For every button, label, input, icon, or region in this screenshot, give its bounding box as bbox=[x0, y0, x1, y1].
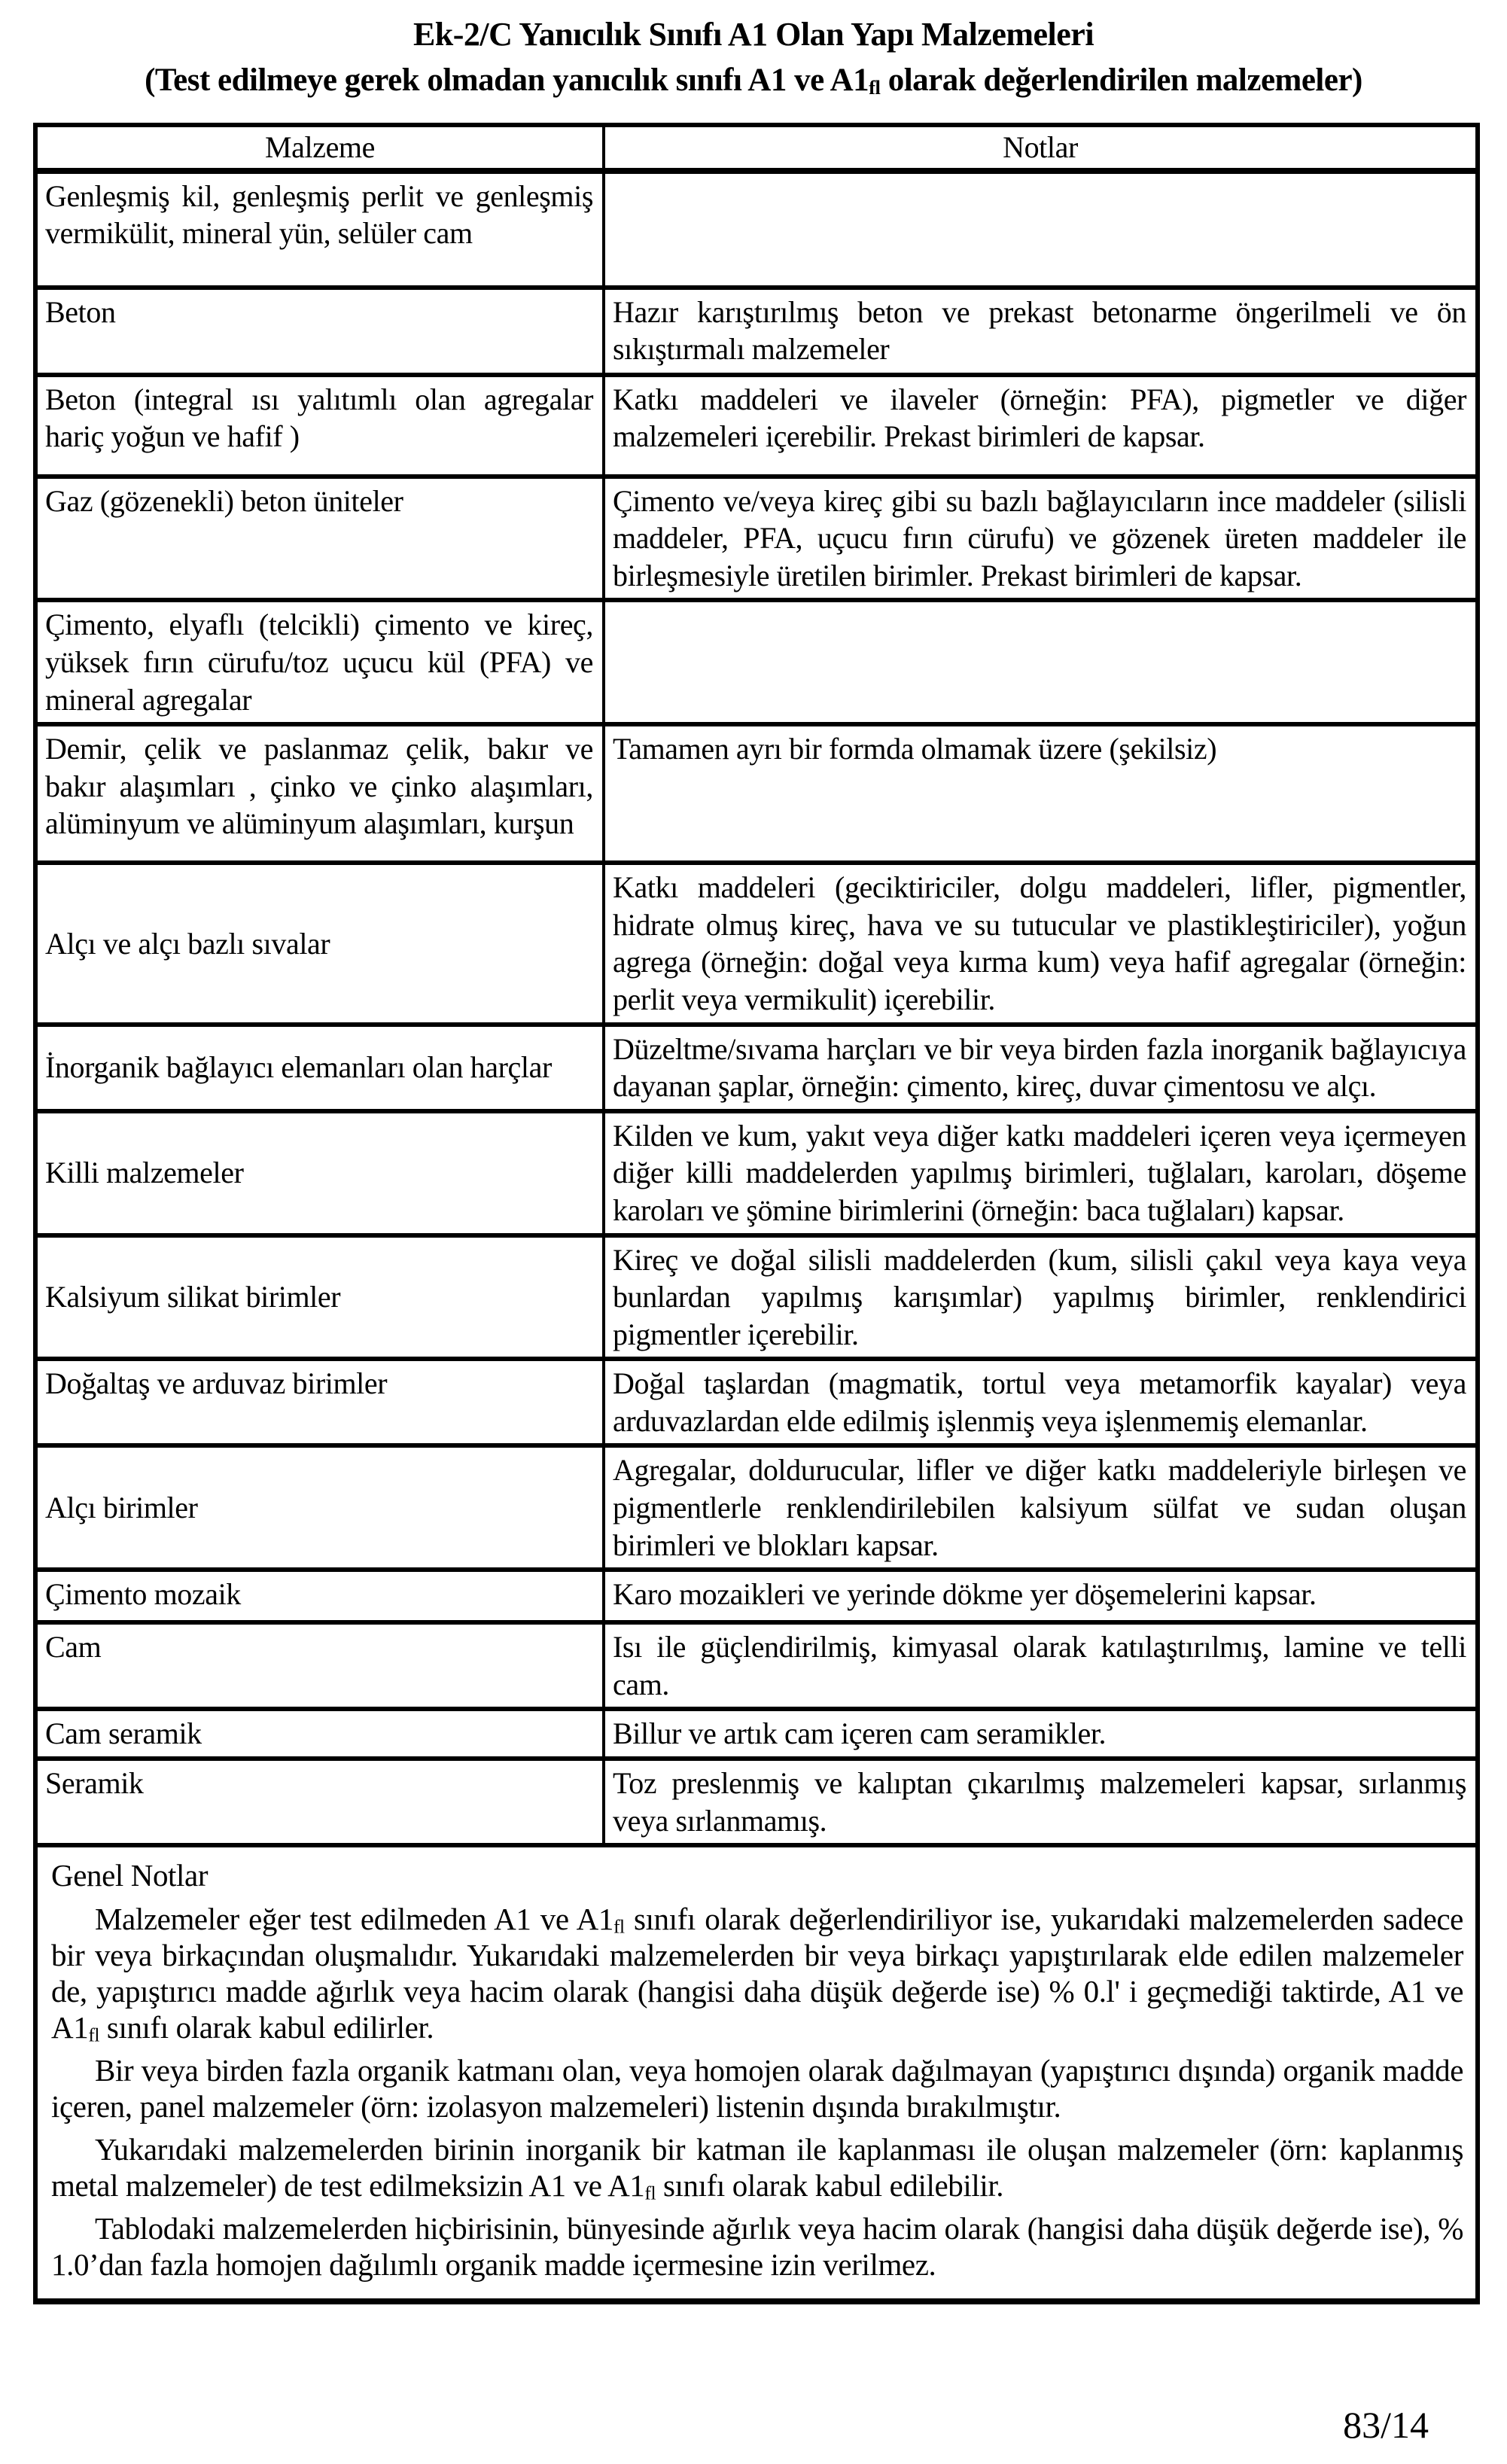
table-row bbox=[35, 600, 1478, 724]
table-row bbox=[35, 1235, 1478, 1360]
material-cell: Cam bbox=[35, 1622, 604, 1709]
table-row bbox=[35, 724, 1478, 863]
note-cell: Katkı maddeleri (geciktiriciler, dolgu maddeleri, lifler, pigmentler, hidrate olmuş kireç, hava ve su tutucular ve plastikleştiriciler), yoğun agrega (örneğin: doğal veya kırma kum) veya hafif agregalar (örneğin: perlit veya vermikulit) içerebilir. bbox=[604, 863, 1478, 1024]
note-cell: Kilden ve kum, yakıt veya diğer katkı maddeleri içeren veya içermeyen diğer killi maddelerden yapılmış birimleri, tuğlaları, karoları, döşeme karoları ve şömine birimlerini (örneğin: baca tuğlaları) kapsar. bbox=[604, 1111, 1478, 1235]
general-note-paragraph bbox=[51, 2053, 1463, 2125]
material-cell: Çimento, elyaflı (telcikli) çimento ve kireç, yüksek fırın cürufu/toz uçucu kül (PFA) ve mineral agregalar bbox=[35, 600, 604, 724]
note-cell: Agregalar, doldurucular, lifler ve diğer katkı maddeleriyle birleşen ve pigmentlerle renklendirilebilen kalsiyum sülfat ve sudan oluşan birimleri ve blokları kapsar. bbox=[604, 1445, 1478, 1570]
header-cell-notes: Notlar bbox=[604, 125, 1478, 171]
general-notes-heading: Genel Notlar bbox=[51, 1858, 209, 1893]
text-segment: (Test edilmeye gerek olmadan yanıcılık sınıfı A1 ve A1 bbox=[145, 62, 869, 98]
material-cell: Doğaltaş ve arduvaz birimler bbox=[35, 1359, 604, 1445]
general-note-paragraph bbox=[51, 2211, 1463, 2283]
general-notes-section bbox=[35, 1845, 1478, 2301]
document-subtitle bbox=[0, 62, 1507, 99]
document-title: Ek-2/C Yanıcılık Sınıfı A1 Olan Yapı Malzemeleri bbox=[413, 16, 1094, 53]
material-cell: Alçı ve alçı bazlı sıvalar bbox=[35, 863, 604, 1024]
note-cell: Çimento ve/veya kireç gibi su bazlı bağlayıcıların ince maddeler (silisli maddeler, PFA, uçucu fırın cürufu) ve gözenek üreten maddeler ile birleşmesiyle üretilen birimler. Prekast birimleri de kapsar. bbox=[604, 477, 1478, 601]
table-row bbox=[35, 1445, 1478, 1570]
subscript-fl: fl bbox=[613, 1916, 625, 1938]
text-segment: olarak değerlendirilen malzemeler) bbox=[880, 62, 1362, 98]
text-segment: sınıfı olarak kabul edilirler. bbox=[99, 2009, 434, 2045]
table-row bbox=[35, 1709, 1478, 1759]
table-row bbox=[35, 1111, 1478, 1235]
material-cell: Gaz (gözenekli) beton üniteler bbox=[35, 477, 604, 601]
material-cell: Alçı birimler bbox=[35, 1445, 604, 1570]
text-segment: Bir veya birden fazla organik katmanı olan, veya homojen olarak dağılmayan (yapıştırıcı dışında) organik madde içeren, panel malzemeler (örn: izolasyon malzemeleri) listenin dışında bırakılmıştır. bbox=[51, 2052, 1463, 2124]
table-row bbox=[35, 1759, 1478, 1845]
subscript-fl: fl bbox=[869, 75, 881, 99]
table-header-row bbox=[35, 125, 1478, 171]
note-cell: Kireç ve doğal silisli maddelerden (kum, silisli çakıl veya kaya veya bunlardan yapılmış karışımlar) yapılmış birimler, renklendirici pigmentler içerebilir. bbox=[604, 1235, 1478, 1360]
text-segment: sınıfı olarak kabul edilebilir. bbox=[656, 2167, 1004, 2203]
material-cell: İnorganik bağlayıcı elemanları olan harçlar bbox=[35, 1025, 604, 1111]
general-note-paragraph bbox=[51, 1902, 1463, 2046]
material-cell: Çimento mozaik bbox=[35, 1570, 604, 1622]
text-segment: Tablodaki malzemelerden hiçbirisinin, bünyesinde ağırlık veya hacim olarak (hangisi daha düşük değerde ise), % 1.0’dan fazla homojen dağılımlı organik madde içermesine izin verilmez. bbox=[51, 2210, 1463, 2282]
note-cell: Hazır karıştırılmış beton ve prekast betonarme öngerilmeli ve ön sıkıştırmalı malzemeler bbox=[604, 288, 1478, 375]
table-row bbox=[35, 477, 1478, 601]
table-row bbox=[35, 1359, 1478, 1445]
material-cell: Killi malzemeler bbox=[35, 1111, 604, 1235]
note-cell bbox=[604, 600, 1478, 724]
note-cell: Toz preslenmiş ve kalıptan çıkarılmış malzemeleri kapsar, sırlanmış veya sırlanmamış. bbox=[604, 1759, 1478, 1845]
general-note-paragraph bbox=[51, 2132, 1463, 2204]
note-cell: Karo mozaikleri ve yerinde dökme yer döşemelerini kapsar. bbox=[604, 1570, 1478, 1622]
materials-table-body bbox=[35, 171, 1478, 2301]
material-cell: Demir, çelik ve paslanmaz çelik, bakır ve bakır alaşımları , çinko ve çinko alaşımları, alüminyum ve alüminyum alaşımları, kurşun bbox=[35, 724, 604, 863]
material-cell: Genleşmiş kil, genleşmiş perlit ve genleşmiş vermikülit, mineral yün, selüler cam bbox=[35, 171, 604, 288]
material-cell: Beton (integral ısı yalıtımlı olan agregalar hariç yoğun ve hafif ) bbox=[35, 375, 604, 477]
table-row bbox=[35, 171, 1478, 288]
note-cell: Billur ve artık cam içeren cam seramikler. bbox=[604, 1709, 1478, 1759]
table-row bbox=[35, 1025, 1478, 1111]
material-cell: Kalsiyum silikat birimler bbox=[35, 1235, 604, 1360]
note-cell: Doğal taşlardan (magmatik, tortul veya metamorfik kayalar) veya arduvazlardan elde edilmiş işlenmiş veya işlenmemiş elemanlar. bbox=[604, 1359, 1478, 1445]
table-row bbox=[35, 375, 1478, 477]
note-cell bbox=[604, 171, 1478, 288]
subscript-fl: fl bbox=[88, 2024, 100, 2046]
table-row bbox=[35, 1622, 1478, 1709]
note-cell: Isı ile güçlendirilmiş, kimyasal olarak katılaştırılmış, lamine ve telli cam. bbox=[604, 1622, 1478, 1709]
page-number: 83/14 bbox=[1343, 2404, 1429, 2446]
material-cell: Cam seramik bbox=[35, 1709, 604, 1759]
text-segment: Yukarıdaki malzemelerden birinin inorganik bir katman ile kaplanması ile oluşan malzemeler (örn: kaplanmış metal malzemeler) de test edilmeksizin A1 ve A1 bbox=[51, 2131, 1463, 2203]
note-cell: Düzeltme/sıvama harçları ve bir veya birden fazla inorganik bağlayıcıya dayanan şaplar, örneğin: çimento, kireç, duvar çimentosu ve alçı. bbox=[604, 1025, 1478, 1111]
subscript-fl: fl bbox=[644, 2182, 656, 2204]
general-notes-row bbox=[35, 1845, 1478, 2301]
header-cell-material: Malzeme bbox=[35, 125, 604, 171]
materials-table bbox=[33, 123, 1480, 2304]
material-cell: Beton bbox=[35, 288, 604, 375]
table-row bbox=[35, 1570, 1478, 1622]
note-cell: Tamamen ayrı bir formda olmamak üzere (şekilsiz) bbox=[604, 724, 1478, 863]
table-row bbox=[35, 288, 1478, 375]
table-row bbox=[35, 863, 1478, 1024]
text-segment: Malzemeler eğer test edilmeden A1 ve A1 bbox=[95, 1902, 613, 1937]
material-cell: Seramik bbox=[35, 1759, 604, 1845]
text-segment: sınıfı olarak değerlendiriliyor ise, yukarıdaki malzemelerden sadece bir veya birkaçından oluşmalıdır. Yukarıdaki malzemelerden bir veya birkaçı yapıştırılarak elde edilen malzemeler de, yapıştırıcı madde ağırlık veya hacim olarak (hangisi daha düşük değerde ise) % 0.l' i geçmediği taktirde, A1 ve A1 bbox=[51, 1902, 1463, 2045]
note-cell: Katkı maddeleri ve ilaveler (örneğin: PFA), pigmetler ve diğer malzemeleri içerebilir. Prekast birimleri de kapsar. bbox=[604, 375, 1478, 477]
